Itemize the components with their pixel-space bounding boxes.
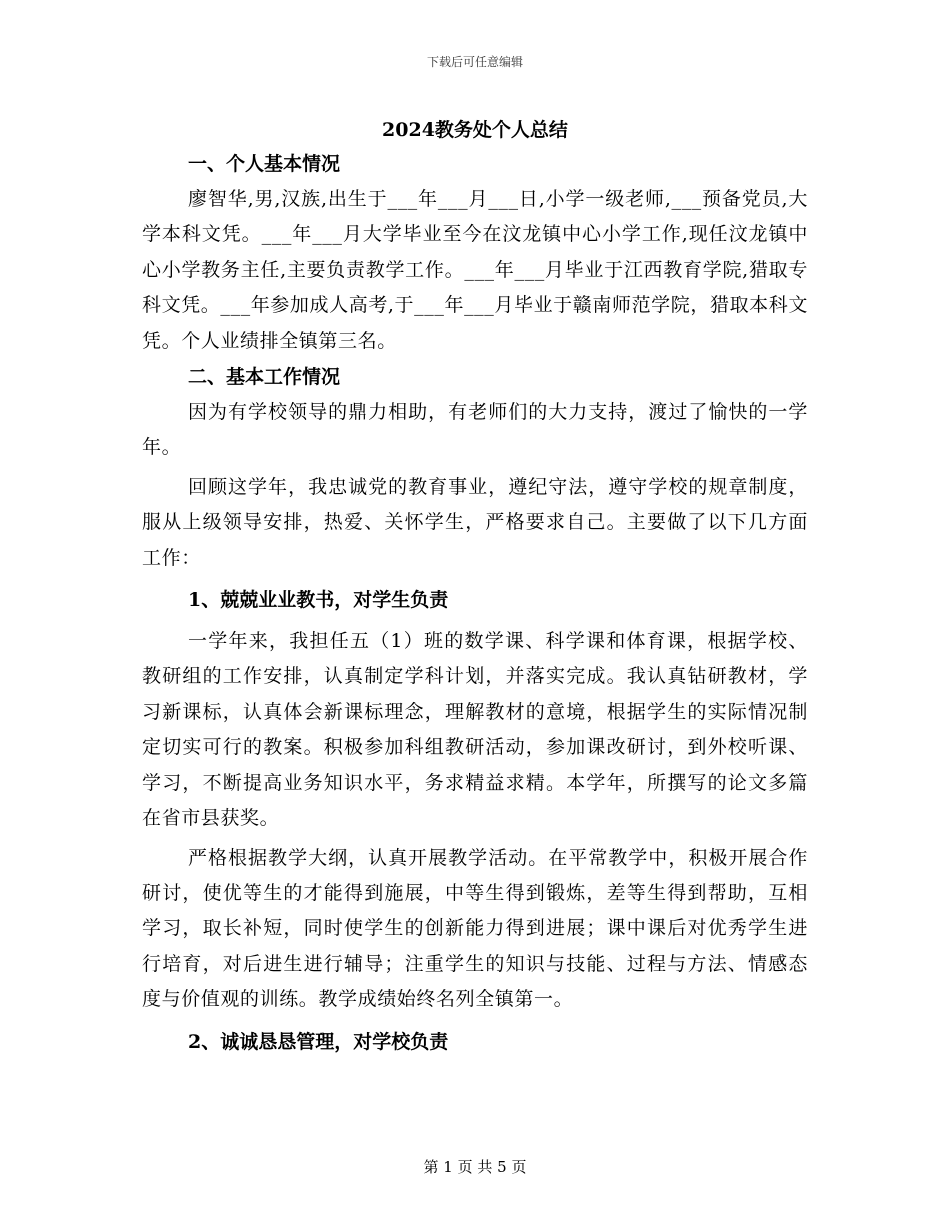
section-heading-2: 二、基本工作情况 [188,366,341,389]
paragraph: 因为有学校领导的鼎力相助，有老师们的大力支持，渡过了愉快的一学年。 [142,401,808,459]
paragraph: 严格根据教学大纲，认真开展教学活动。在平常教学中，积极开展合作研讨，使优等生的才能得到施展，中等生得到锻炼，差等生得到帮助，互相学习，取长补短，同时使学生的创新能力得到进展；课中课后对优秀学生进行培育，对后进生进行辅导；注重学生的知识与技能、过程与方法、情感态度与价值观的训练。教学成绩始终名列全镇第一。 [142,846,808,1011]
header-note: 下载后可任意编辑 [426,55,523,69]
section-heading-4: 2、诚诚恳恳管理，对学校负责 [188,1030,449,1053]
page-number: 第 1 页 共 5 页 [423,1158,527,1176]
document-title: 2024教务处个人总结 [382,119,568,141]
section-heading-3: 1、兢兢业业教书，对学生负责 [188,589,449,612]
document-body [142,146,808,1066]
paragraph: 廖智华,男,汉族,出生于___年___月___日,小学一级老师,___预备党员,大学本科文凭。___年___月大学毕业至今在汶龙镇中心小学工作,现任汶龙镇中心小学教务主任,主要负责教学工作。___年___月毕业于江西教育学院,猎取专科文凭。___年参加成人高考,于___年___月毕业于赣南师范学院，猎取本科文凭。个人业绩排全镇第三名。 [142,188,808,352]
paragraph: 回顾这学年，我忠诚党的教育事业，遵纪守法，遵守学校的规章制度，服从上级领导安排，热爱、关怀学生，严格要求自己。主要做了以下几方面工作： [142,475,808,569]
paragraph: 一学年来，我担任五（1）班的数学课、科学课和体育课，根据学校、教研组的工作安排，认真制定学科计划，并落实完成。我认真钻研教材，学习新课标，认真体会新课标理念，理解教材的意境，根据学生的实际情况制定切实可行的教案。积极参加科组教研活动，参加课改研讨，到外校听课、学习，不断提高业务知识水平，务求精益求精。本学年，所撰写的论文多篇在省市县获奖。 [142,630,808,830]
section-heading-1: 一、个人基本情况 [188,153,341,175]
